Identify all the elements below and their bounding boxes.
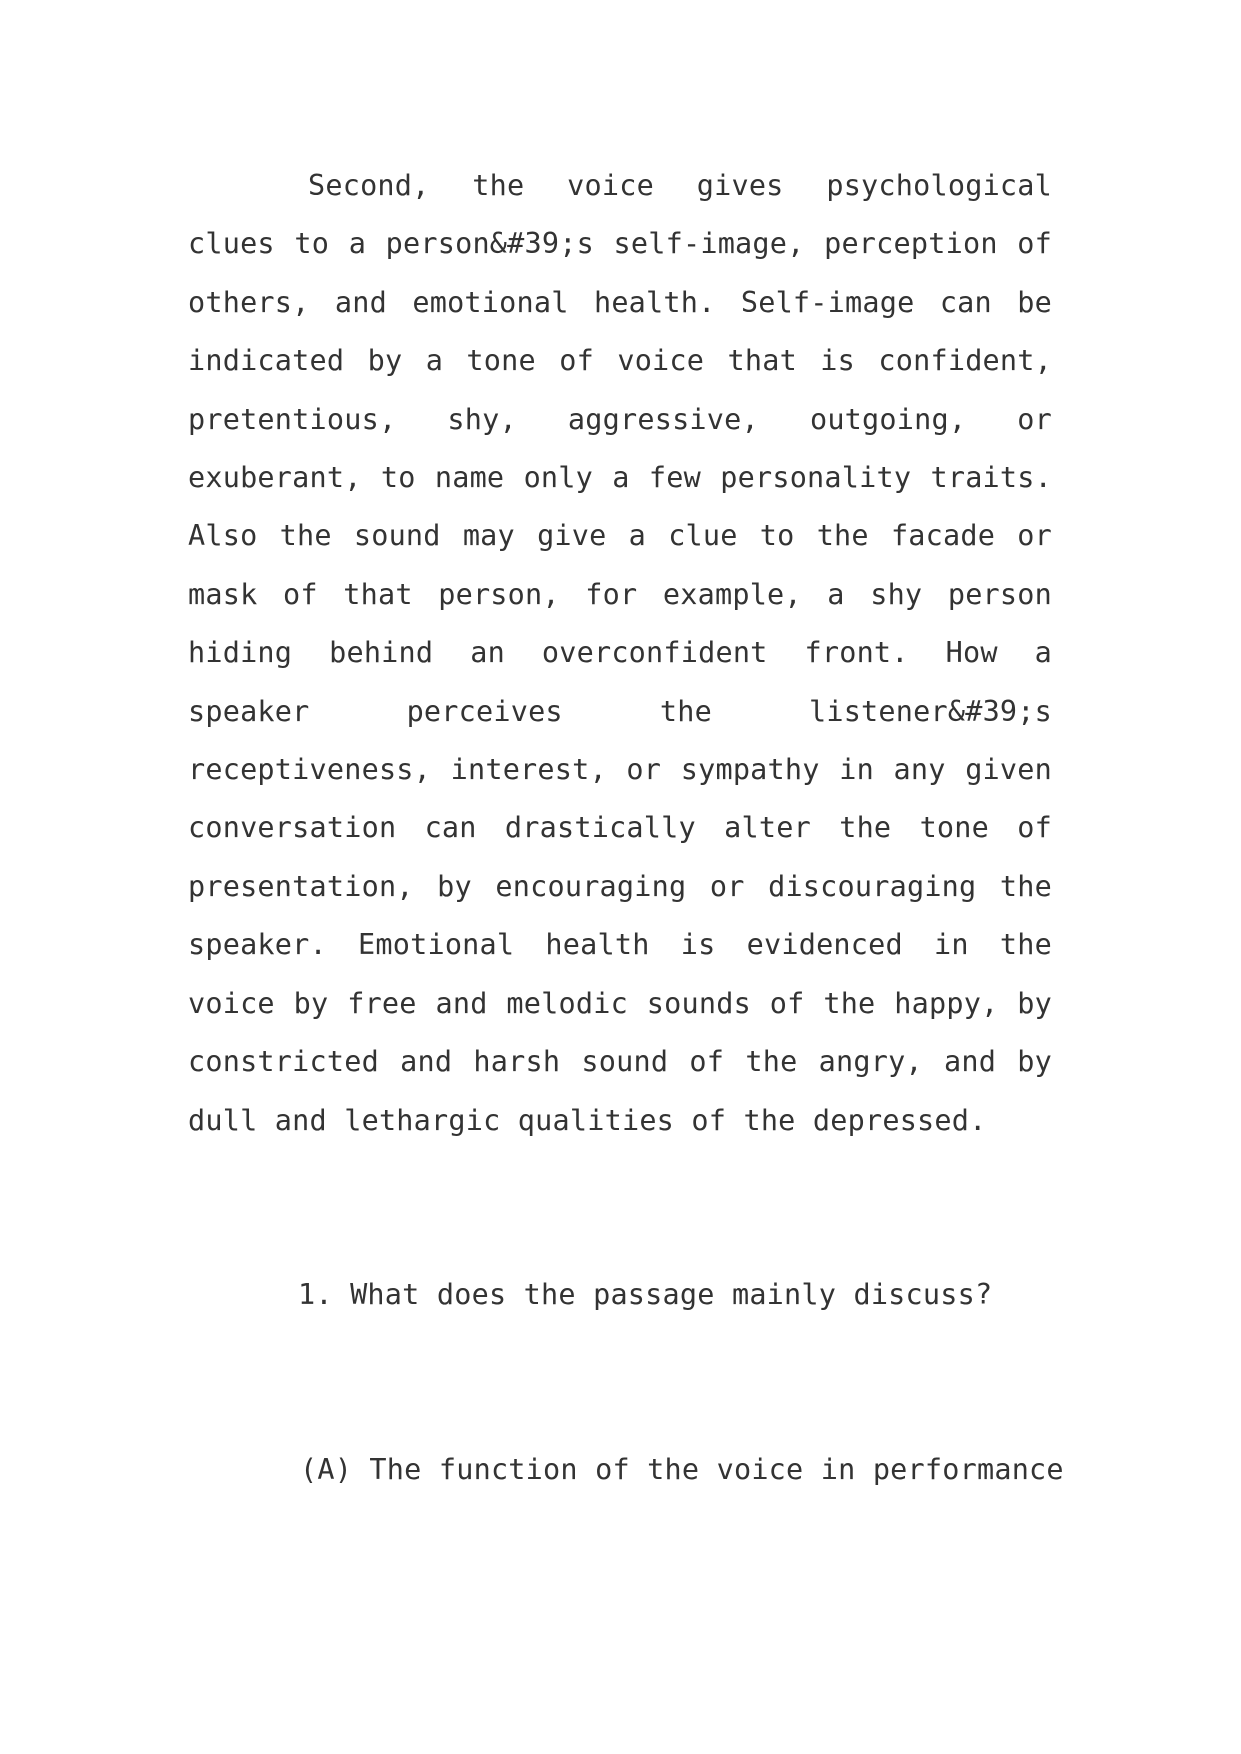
passage-paragraph: Second, the voice gives psychological clues to a person&#39;s self-image, perception of others, and emotional health. Self-image can be indicated by a tone of voice that is confident, pretentious, shy, aggressive, outgoing, or exuberant, to name only a few personality traits. Also the sound may give a clue to the facade or mask of that person, for example, a shy person hiding behind an overconfident front. How a speaker perceives the listener&#39;s receptiveness, interest, or sympathy in any given conversation can drastically alter the tone of presentation, by encouraging or discouraging the speaker. Emotional health is evidenced in the voice by free and melodic sounds of the happy, by constricted and harsh sound of the angry, and by dull and lethargic qualities of the depressed. — [188, 169, 1052, 1137]
question-text: 1. What does the passage mainly discuss? — [298, 1278, 993, 1311]
answer-option-a: (A) The function of the voice in performance — [300, 1453, 1064, 1486]
